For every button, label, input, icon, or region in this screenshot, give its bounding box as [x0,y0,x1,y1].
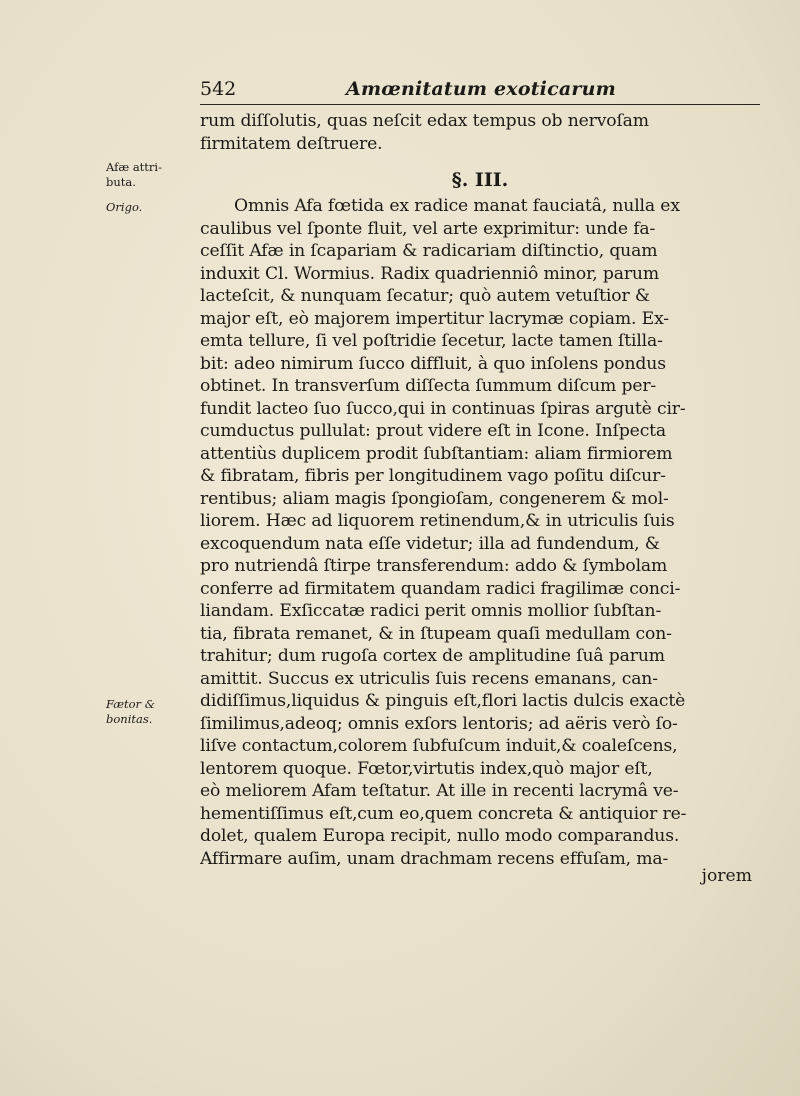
text-line: major eſt, eò majorem impertitur lacrymæ copiam. Ex- [200,308,669,329]
text-line: excoquendum nata eſſe videtur; illa ad fundendum, & [200,533,660,554]
margin-note-attributes [106,160,186,190]
text-line: dolet, qualem Europa recipit, nullo modo comparandus. [200,826,680,846]
text-line: hementiſſimus eſt,cum eo,quem concreta & antiquior re- [200,803,687,824]
text-line: conferre ad firmitatem quandam radici fragilimæ conci- [200,578,681,599]
margin-note-line: bonitas. [106,712,153,726]
text-line: Affirmare auſim, unam drachmam recens effuſam, ma- [200,848,669,869]
text-line: didiſſimus,liquidus & pinguis eſt,flori lactis dulcis exactè [200,691,686,711]
margin-note-odor [106,697,186,727]
text-line: obtinet. In transverſum diſſecta ſummum diſcum per- [200,376,657,396]
margin-note-line: Fætor & [106,697,155,711]
text-line: tia, fibrata remanet, & in ſtupeam quaſi medullam con- [200,623,672,644]
text-line: bit: adeo nimirum ſucco diffluit, à quo inſolens pondus [200,353,666,374]
text-line: emta tellure, ſi vel poſtridie ſecetur, lacte tamen ſtilla- [200,331,663,351]
text-line: trahitur; dum rugoſa cortex de amplitudine ſuâ parum [200,646,665,666]
text-line: liſve contactum,colorem ſubfuſcum induit,& coaleſcens, [200,736,678,756]
text-line: ceſſit Afæ in ſcapariam & radicariam diſtinctio, quam [200,241,658,261]
margin-note-origin: Origo. [106,200,143,214]
margin-note-line: Afæ attri- [106,160,162,174]
text-line: firmitatem deſtruere. [200,133,383,154]
text-line: eò meliorem Afam teſtatur. At ille in recenti lacrymâ ve- [200,781,679,801]
text-line: amittit. Succus ex utriculis ſuis recens emanans, can- [200,668,658,689]
text-line: rentibus; aliam magis ſpongioſam, congenerem & mol- [200,488,669,509]
catchword: jorem [701,866,752,886]
page-number: 542 [200,78,237,100]
main-paragraph [200,195,760,870]
text-line: liorem. Hæc ad liquorem retinendum,& in utriculis ſuis [200,511,675,531]
text-line: liandam. Exſiccatæ radici perit omnis mollior ſubſtan- [200,601,662,621]
text-line: ſimilimus,adeoq; omnis exſors lentoris; ad aëris verò ſo- [200,713,678,734]
text-line: induxit Cl. Wormius. Radix quadrienniô minor, parum [200,263,659,284]
text-line: caulibus vel ſponte fluit, vel arte exprimitur: unde fa- [200,218,656,239]
text-line: lacteſcit, & nunquam ſecatur; quò autem vetuſtior & [200,286,651,306]
continued-text [200,110,760,155]
page-header [200,78,760,105]
margin-note-line: buta. [106,175,136,189]
text-line: & fibratam, fibris per longitudinem vago poſitu diſcur- [200,466,666,486]
running-title: Amœnitatum exoticarum [346,78,616,100]
text-line: pro nutriendâ ſtirpe transferendum: addo & ſymbolam [200,556,668,576]
section-heading: §. III. [451,169,509,191]
text-line: fundit lacteo ſuo ſucco,qui in continuas ſpiras argutè cir- [200,398,686,419]
text-line: cumductus pullulat: prout videre eſt in Icone. Inſpecta [200,421,667,441]
text-line: attentiùs duplicem prodit ſubſtantiam: aliam firmiorem [200,443,673,464]
text-line: lentorem quoque. Fœtor,virtutis index,quò major eſt, [200,758,653,779]
text-line: Omnis Afa fœtida ex radice manat fauciatâ, nulla ex [234,196,680,216]
text-line: rum diſſolutis, quas neſcit edax tempus ob nervoſam [200,111,649,131]
